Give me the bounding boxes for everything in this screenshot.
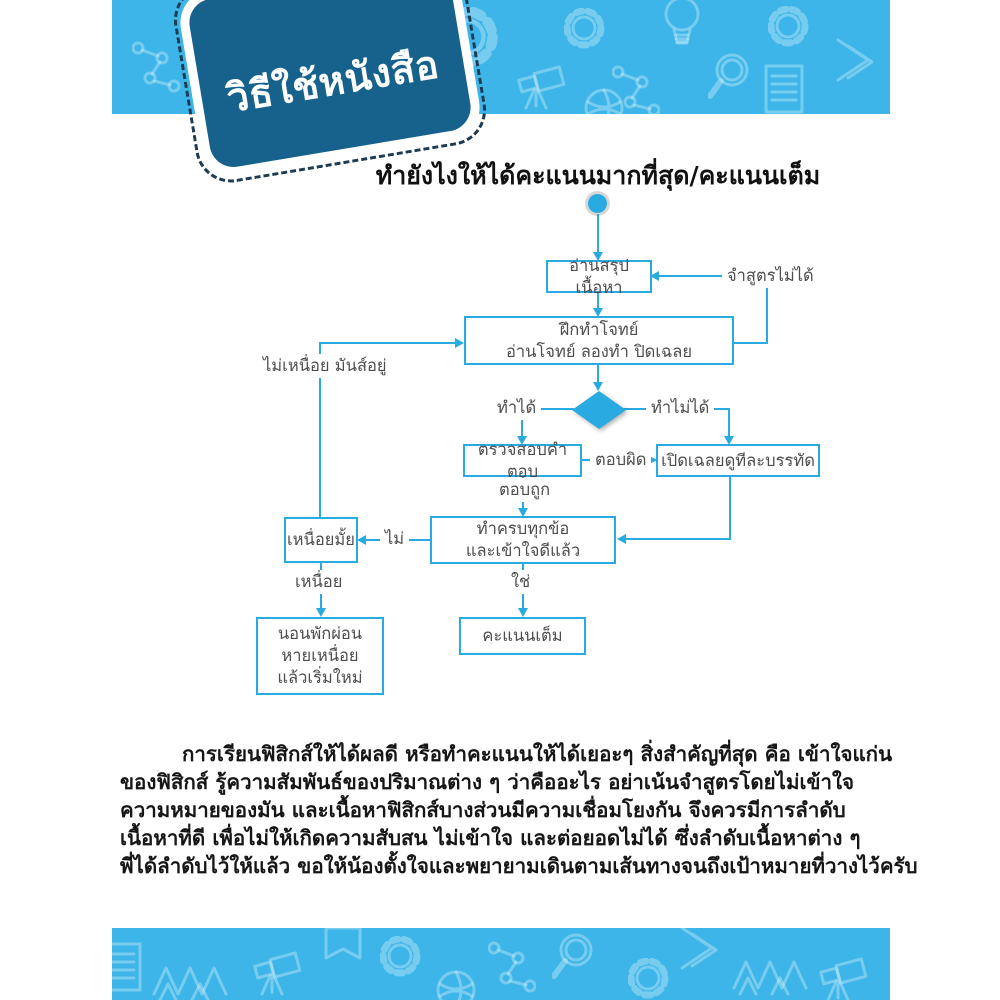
telescope-icon (818, 952, 868, 1000)
node-rest-line2: หายเหนื่อย (281, 646, 359, 665)
start-node (588, 194, 607, 213)
zigzag-icon (152, 954, 232, 1000)
telescope-icon (516, 60, 566, 110)
node-open-solution (656, 444, 820, 477)
node-complete-line2: และเข้าใจดีแล้ว (465, 541, 581, 560)
molecule-chain-icon (488, 940, 536, 996)
edge-label-correct: ตอบถูก (494, 478, 555, 502)
edge-label-can-do: ทำได้ (492, 396, 541, 420)
node-practice (464, 316, 734, 365)
flowchart-title: ทำยังไงให้ได้คะแนนมากที่สุด/คะแนนเต็ม (375, 161, 821, 190)
bottom-banner (112, 928, 890, 1000)
body-paragraph (120, 740, 918, 880)
node-rest (256, 617, 384, 695)
node-rest-line1: นอนพักผ่อน (277, 624, 363, 643)
gear-icon (380, 936, 426, 982)
connector (734, 342, 768, 344)
arrowhead-icon (518, 608, 528, 617)
paragraph-line: ความหมายของมัน และเนื้อหาฟิสิกส์บางส่วนมีความเชื่อมโยงกัน จึงควรมีการลำดับ (120, 798, 846, 822)
edge-label-tired: เหนื่อย (290, 570, 347, 594)
lightbulb-icon (660, 0, 706, 54)
gear-icon (564, 8, 610, 54)
magnifier-icon (708, 50, 758, 100)
decision-diamond (570, 389, 628, 431)
flag-icon (322, 928, 362, 962)
molecule-chain-icon (132, 40, 182, 96)
paragraph-line: ของฟิสิกส์ รู้ความสัมพันธ์ของปริมาณต่าง ๆ ว่าคืออะไร อย่าเน้นจำสูตรโดยไม่เข้าใจ (120, 770, 855, 794)
connector (597, 214, 599, 253)
node-check-answer (463, 439, 582, 481)
node-read-summary (546, 255, 652, 297)
tag-title: วิธีใช้หนังสือ (223, 42, 443, 123)
node-practice-line2: อ่านโจทย์ ลองทำ ปิดเฉลย (505, 341, 693, 361)
zigzag-icon (732, 948, 812, 998)
node-full-score (459, 617, 586, 655)
node-full-score-label: คะแนนเต็ม (482, 626, 563, 645)
arrowhead-icon (357, 535, 366, 545)
node-rest-line3: แล้วเริ่มใหม่ (277, 668, 363, 687)
edge-label-wrong: ตอบผิด (590, 448, 651, 472)
magnifier-icon (552, 930, 602, 994)
arrowhead-icon (617, 534, 626, 544)
chevron-icon (834, 36, 874, 84)
paragraph-line: พี่ได้ลำดับไว้ให้แล้ว ขอให้น้องตั้งใจและพยายามเดินตามเส้นทางจนถึงเป้าหมายที่วางไว้ครับ (120, 854, 918, 878)
globe-icon (582, 86, 626, 114)
paragraph-line: เนื้อหาที่ดี เพื่อไม่ให้เกิดความสับสน ไม่เข้าใจ และต่อยอดไม่ได้ ซึ่งลำดับเนื้อหาต่าง ๆ (120, 826, 861, 850)
connector (729, 476, 731, 540)
arrowhead-icon (316, 608, 326, 617)
node-read-summary-label: อ่านสรุปเนื้อหา (569, 255, 629, 297)
gear-icon (628, 958, 674, 1000)
edge-label-not-tired: ไม่เหนื่อย มันส์อยู่ (258, 354, 392, 378)
node-check-answer-label: ตรวจสอบคำตอบ (477, 439, 568, 481)
connector (624, 538, 731, 540)
chapter-tag (186, 0, 474, 171)
document-icon (112, 942, 154, 996)
globe-icon (434, 968, 478, 1000)
document-icon (764, 64, 806, 114)
node-open-solution-label: เปิดเฉลยดูทีละบรรทัด (661, 450, 815, 470)
edge-label-cant-do: ทำไม่ได้ (646, 396, 714, 420)
edge-label-yes: ใช่ (506, 570, 535, 594)
node-complete-line1: ทำครบทุกข้อ (476, 519, 570, 538)
paragraph-line: การเรียนฟิสิกส์ให้ได้ผลดี หรือทำคะแนนให้ได้เยอะๆ สิ่งสำคัญที่สุด คือ เข้าใจแก่น (182, 742, 893, 766)
gear-icon (768, 6, 812, 50)
telescope-icon (252, 946, 302, 996)
connector (728, 409, 730, 438)
node-complete (430, 516, 616, 564)
arrowhead-icon (455, 338, 464, 348)
edge-label-no: ไม่ (380, 527, 409, 551)
node-tired-question (284, 517, 358, 563)
edge-label-cant-remember: จำสูตรไม่ได้ (722, 264, 819, 288)
connector (319, 342, 456, 344)
node-tired-question-label: เหนื่อยมั้ย (287, 530, 355, 549)
node-practice-line1: ฝึกทำโจทย์ (559, 319, 639, 339)
chevron-icon (678, 928, 718, 972)
